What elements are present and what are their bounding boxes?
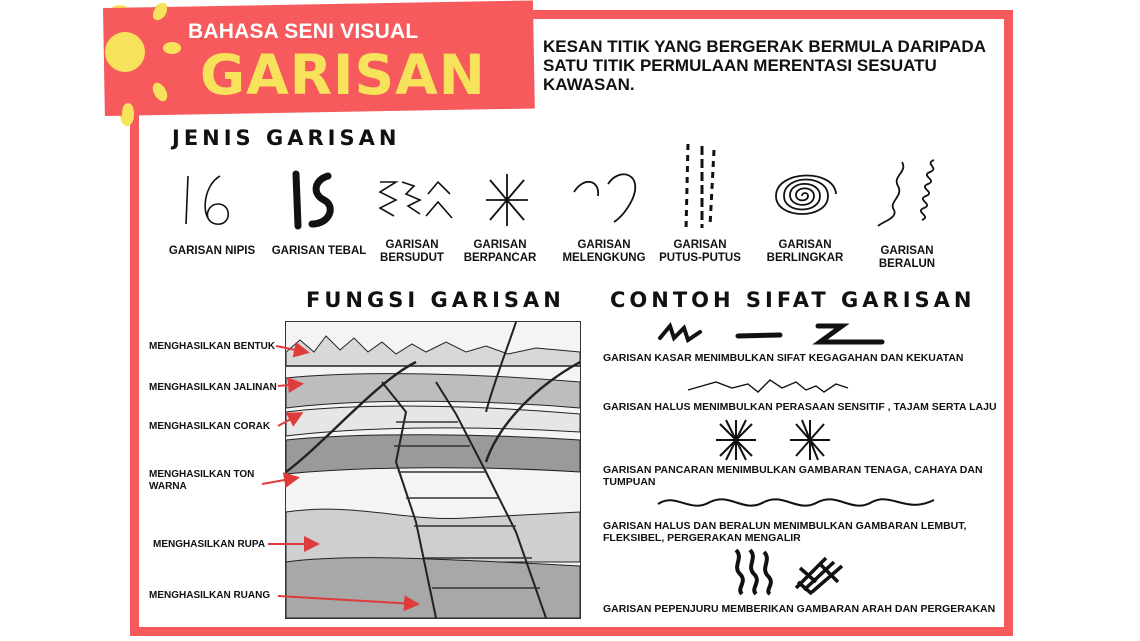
- landscape-illustration: [285, 321, 581, 619]
- jenis-label-melengkung: GARISAN MELENGKUNG: [562, 239, 646, 264]
- fungsi-label-corak: MENGHASILKAN CORAK: [149, 421, 271, 432]
- fine-line-icon: [686, 376, 852, 398]
- rough-line-icon: [656, 320, 886, 350]
- sifat-text-2: GARISAN HALUS MENIMBULKAN PERASAAN SENSITIF , TAJAM SERTA LAJU: [603, 401, 997, 413]
- fungsi-label-rupa: MENGHASILKAN RUPA: [153, 539, 266, 550]
- fungsi-label-ton: MENGHASILKAN TON WARNA: [149, 469, 255, 492]
- sun-center-icon: [0, 0, 200, 140]
- definition-text: KESAN TITIK YANG BERGERAK BERMULA DARIPADA SATU TITIK PERMULAAN MERENTASI SESUATU KAWASAN.: [543, 37, 986, 94]
- jenis-label-tebal: GARISAN TEBAL: [271, 245, 367, 257]
- sifat-text-5: GARISAN PEPENJURU MEMBERIKAN GAMBARAN ARAH DAN PERGERAKAN: [603, 603, 996, 615]
- fungsi-label-jalinan: MENGHASILKAN JALINAN: [149, 382, 277, 393]
- jenis-label-bersudut: GARISAN BERSUDUT: [380, 239, 444, 264]
- curved-line-icon: [570, 170, 640, 226]
- jenis-label-beralun: GARISAN BERALUN: [878, 245, 936, 270]
- dashed-line-icon: [680, 142, 720, 234]
- sifat-text-4: GARISAN HALUS DAN BERALUN MENIMBULKAN GAMBARAN LEMBUT, FLEKSIBEL, PERGERAKAN MENGALIR: [603, 520, 967, 544]
- page-title: GARISAN: [200, 43, 486, 107]
- thick-line-icon: [290, 172, 340, 232]
- angular-line-icon: [376, 178, 456, 228]
- diagonal-line-icon: [730, 548, 854, 596]
- fungsi-label-bentuk: MENGHASILKAN BENTUK: [149, 341, 276, 352]
- burst-line-icon: [712, 418, 838, 462]
- jenis-heading: JENIS GARISAN: [172, 126, 401, 150]
- wavy-line-icon: [876, 158, 942, 230]
- sifat-heading: CONTOH SIFAT GARISAN: [610, 288, 976, 312]
- jenis-label-berpancar: GARISAN BERPANCAR: [463, 239, 537, 264]
- jenis-label-putus: GARISAN PUTUS-PUTUS: [659, 239, 741, 264]
- sifat-text-1: GARISAN KASAR MENIMBULKAN SIFAT KEGAGAHAN DAN KEKUATAN: [603, 352, 964, 364]
- fungsi-heading: FUNGSI GARISAN: [306, 288, 565, 312]
- landscape-drawing: [286, 322, 580, 618]
- jenis-label-berlingkar: GARISAN BERLINGKAR: [766, 239, 844, 264]
- thin-line-icon: [180, 172, 240, 232]
- jenis-label-nipis: GARISAN NIPIS: [168, 245, 256, 257]
- subtitle: BAHASA SENI VISUAL: [188, 20, 419, 43]
- fungsi-label-ruang: MENGHASILKAN RUANG: [149, 590, 271, 601]
- sifat-text-3: GARISAN PANCARAN MENIMBULKAN GAMBARAN TENAGA, CAHAYA DAN TUMPUAN: [603, 464, 983, 488]
- smooth-wave-icon: [656, 492, 938, 514]
- spiral-line-icon: [762, 164, 842, 228]
- radiating-line-icon: [484, 172, 530, 228]
